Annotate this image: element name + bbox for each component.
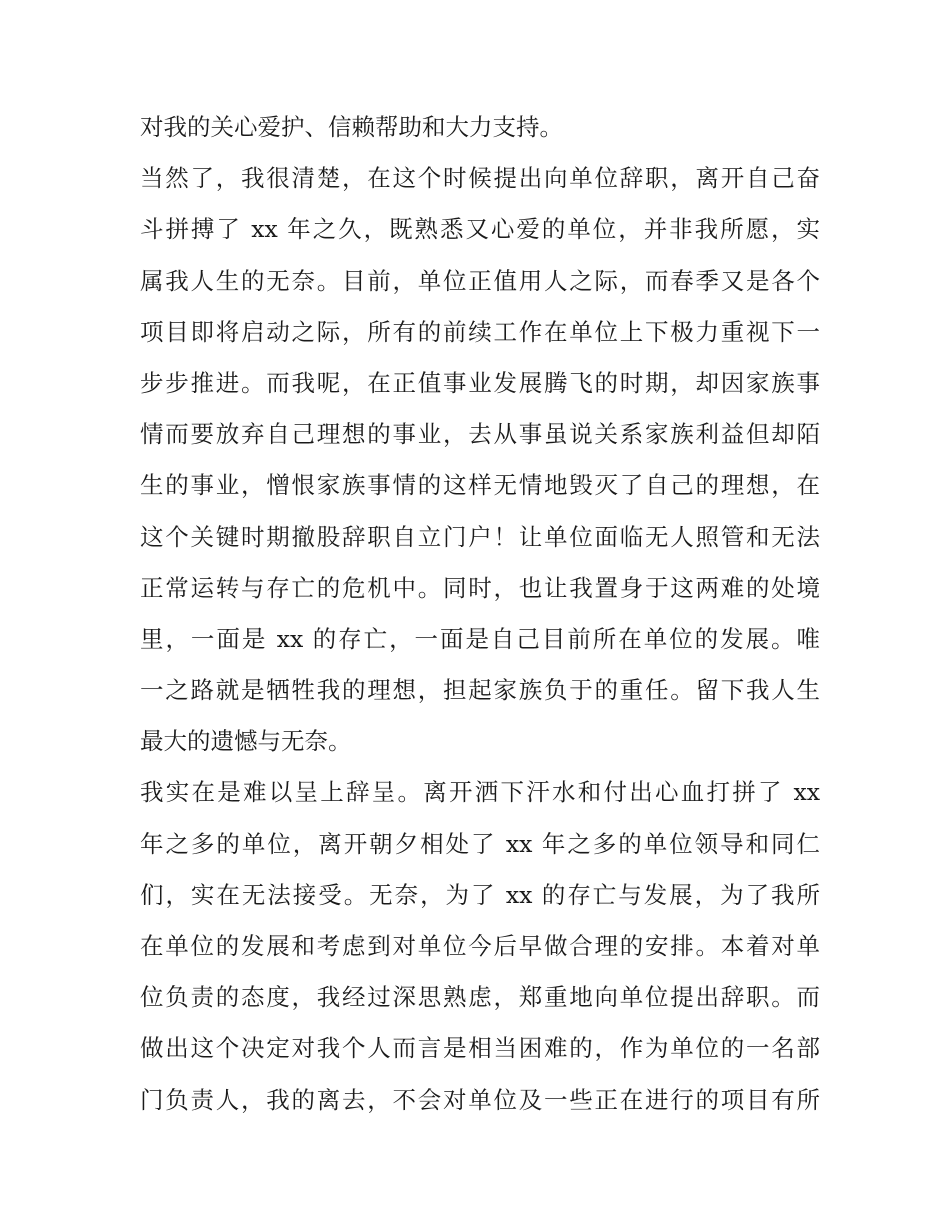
text-line: 里，一面是 xx 的存亡，一面是自己目前所在单位的发展。唯: [140, 624, 820, 653]
text-line: 这个关键时期撤股辞职自立门户！让单位面临无人照管和无法: [140, 522, 820, 551]
body-text: [140, 102, 820, 1126]
text-line: 们，实在无法接受。无奈，为了 xx 的存亡与发展，为了我所: [140, 880, 820, 909]
text-line: 对我的关心爱护、信赖帮助和大力支持。: [140, 113, 563, 141]
text-line: 做出这个决定对我个人而言是相当困难的，作为单位的一名部: [140, 1034, 820, 1063]
text-line: 当然了，我很清楚，在这个时候提出向单位辞职，离开自己奋: [140, 164, 820, 193]
text-line: 在单位的发展和考虑到对单位今后早做合理的安排。本着对单: [140, 932, 820, 960]
text-line: 情而要放弃自己理想的事业，去从事虽说关系家族利益但却陌: [140, 420, 820, 449]
text-line: 斗拼搏了 xx 年之久，既熟悉又心爱的单位，并非我所愿，实: [140, 215, 820, 244]
text-line: 位负责的态度，我经过深思熟虑，郑重地向单位提出辞职。而: [140, 983, 820, 1012]
text-line: 我实在是难以呈上辞呈。离开洒下汗水和付出心血打拼了 xx: [140, 778, 820, 807]
text-line: 最大的遗憾与无奈。: [140, 727, 352, 756]
text-line: 门负责人，我的离去，不会对单位及一些正在进行的项目有所: [140, 1085, 820, 1114]
text-line: 生的事业，憎恨家族事情的这样无情地毁灭了自己的理想，在: [140, 471, 820, 500]
text-line: 项目即将启动之际，所有的前续工作在单位上下极力重视下一: [140, 317, 820, 346]
text-line: 属我人生的无奈。目前，单位正值用人之际，而春季又是各个: [140, 266, 820, 295]
text-line: 正常运转与存亡的危机中。同时，也让我置身于这两难的处境: [140, 573, 820, 602]
text-line: 一之路就是牺牲我的理想，担起家族负于的重任。留下我人生: [140, 676, 820, 705]
text-line: 年之多的单位，离开朝夕相处了 xx 年之多的单位领导和同仁: [140, 829, 820, 858]
text-line: 步步推进。而我呢，在正值事业发展腾飞的时期，却因家族事: [140, 368, 820, 397]
